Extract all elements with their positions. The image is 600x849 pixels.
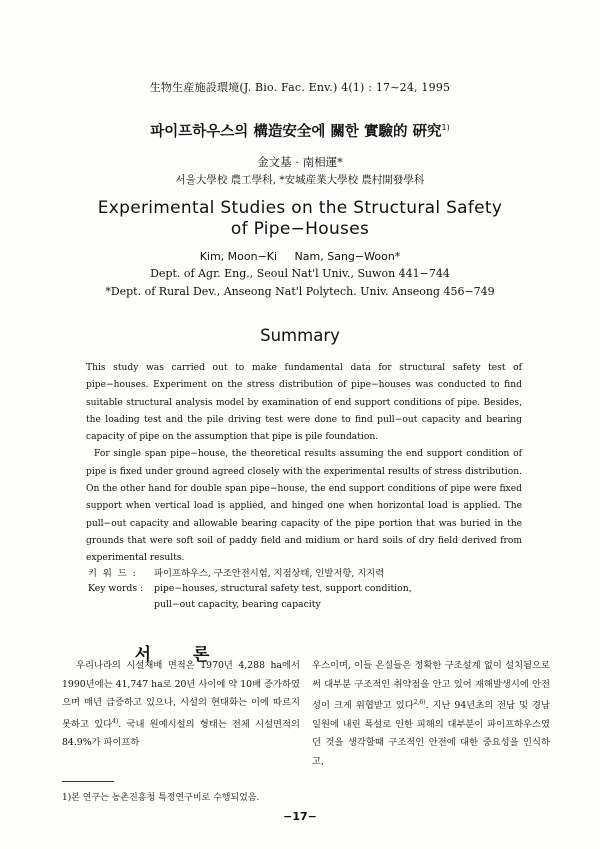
title-english	[0, 198, 600, 240]
keywords-korean-value: 파이프하우스, 구조안전시험, 지점상태, 인발저항, 지지력	[154, 568, 385, 579]
title-korean-text: 파이프하우스의 構造安全에 關한 實驗的 硏究	[150, 124, 442, 140]
body-right-text-continued: . 지난 94년초의 전남 및 경남 일원에 내린 폭설로 인한 피해의 대부분이 파이프하우스였던 것을 생각할때 구조적인 안전에 대한 중요성을 인식하고,	[312, 700, 550, 767]
body-column-left	[62, 657, 300, 753]
citation-ref: 2,6)	[413, 699, 426, 706]
body-left-paragraph	[62, 657, 300, 753]
keywords-english	[88, 583, 528, 597]
summary-heading: Summary	[260, 326, 340, 345]
summary-paragraph-1: This study was carried out to make fundamental data for structural safety test of pipe−houses. Experiment on the stress distribution of pipe−houses was conducted to find suitable structural analysis model by examination of end support conditions of pipe. Besides, the loading test and the pile driving test were done to find pull−out capacity and bearing capacity of pipe on the assumption that pipe is pile foundation.	[86, 363, 522, 443]
keywords-korean	[88, 565, 528, 579]
journal-header: 生物生産施設環境(J. Bio. Fac. Env.) 4(1) : 17∼24, 1995	[149, 81, 451, 94]
title-english-line2: of Pipe−Houses	[230, 219, 370, 239]
section-heading-introduction: 서 론	[134, 645, 228, 665]
body-left-text: 우리나라의 시설재배 면적은 1970년 4,288 ha에서 1990년에는 41,747 ha로 20년 사이에 약 10배 증가하였으며 매년 급증하고 있으나, 시설의 현대화는 이에 따르지 못하고 있다	[62, 660, 300, 730]
body-right-paragraph	[312, 657, 550, 771]
affiliation-english-1: Dept. of Agr. Eng., Seoul Nat'l Univ., Suwon 441−744	[150, 267, 450, 280]
page-number: −17−	[283, 810, 317, 823]
keywords-english-value: pipe−houses, structural safety test, support condition,	[154, 583, 412, 594]
authors-korean: 金文基 · 南相運*	[257, 155, 343, 169]
title-english-line1: Experimental Studies on the Structural Safety	[97, 198, 503, 218]
summary-abstract	[86, 360, 522, 568]
title-footnote-mark: 1)	[441, 123, 450, 133]
keywords-english-continued: pull−out capacity, bearing capacity	[154, 599, 321, 610]
body-column-right	[312, 657, 550, 771]
body-left-text-continued: . 국내 원예시설의 형태는 전체 시설면적의 84.9%가 파이프하	[62, 718, 301, 749]
authors-english: Kim, Moon−Ki Nam, Sang−Woon*	[199, 250, 401, 263]
affiliation-korean: 서울大學校 農工學科, *安城産業大學校 農村開發學科	[175, 174, 425, 186]
keywords-english-label: Key words :	[88, 583, 144, 594]
footnote: 1)본 연구는 농촌진흥청 특정연구비로 수행되었음.	[62, 793, 260, 803]
footnote-divider	[62, 781, 114, 782]
citation-ref: 4)	[112, 717, 119, 725]
body-right-text: 우스이며, 이들 온실들은 정확한 구조설계 없이 설치됨으로써 대부분 구조적인 취약점을 안고 있어 재해발생시에 안전성이 크게 위협받고 있다	[312, 660, 550, 712]
title-korean	[0, 120, 600, 141]
summary-paragraph-2: For single span pipe−house, the theoretical results assuming the end support condition of pipe is fixed under ground agreed closely with the experimental results of stress distribution. On the other hand for double span pipe−house, the end support conditions of pipe were fixed support when vertical load is applied, and hinged one when horizontal load is applied. The pull−out capacity and allowable bearing capacity of the pipe portion that was buried in the grounds that were soft soil of paddy field and midium or hard soils of dry field derived from experimental results.	[86, 449, 522, 564]
affiliation-english-2: *Dept. of Rural Dev., Anseong Nat'l Polytech. Univ. Anseong 456−749	[105, 285, 495, 298]
keywords-korean-label: 키 워 드 :	[88, 568, 136, 579]
